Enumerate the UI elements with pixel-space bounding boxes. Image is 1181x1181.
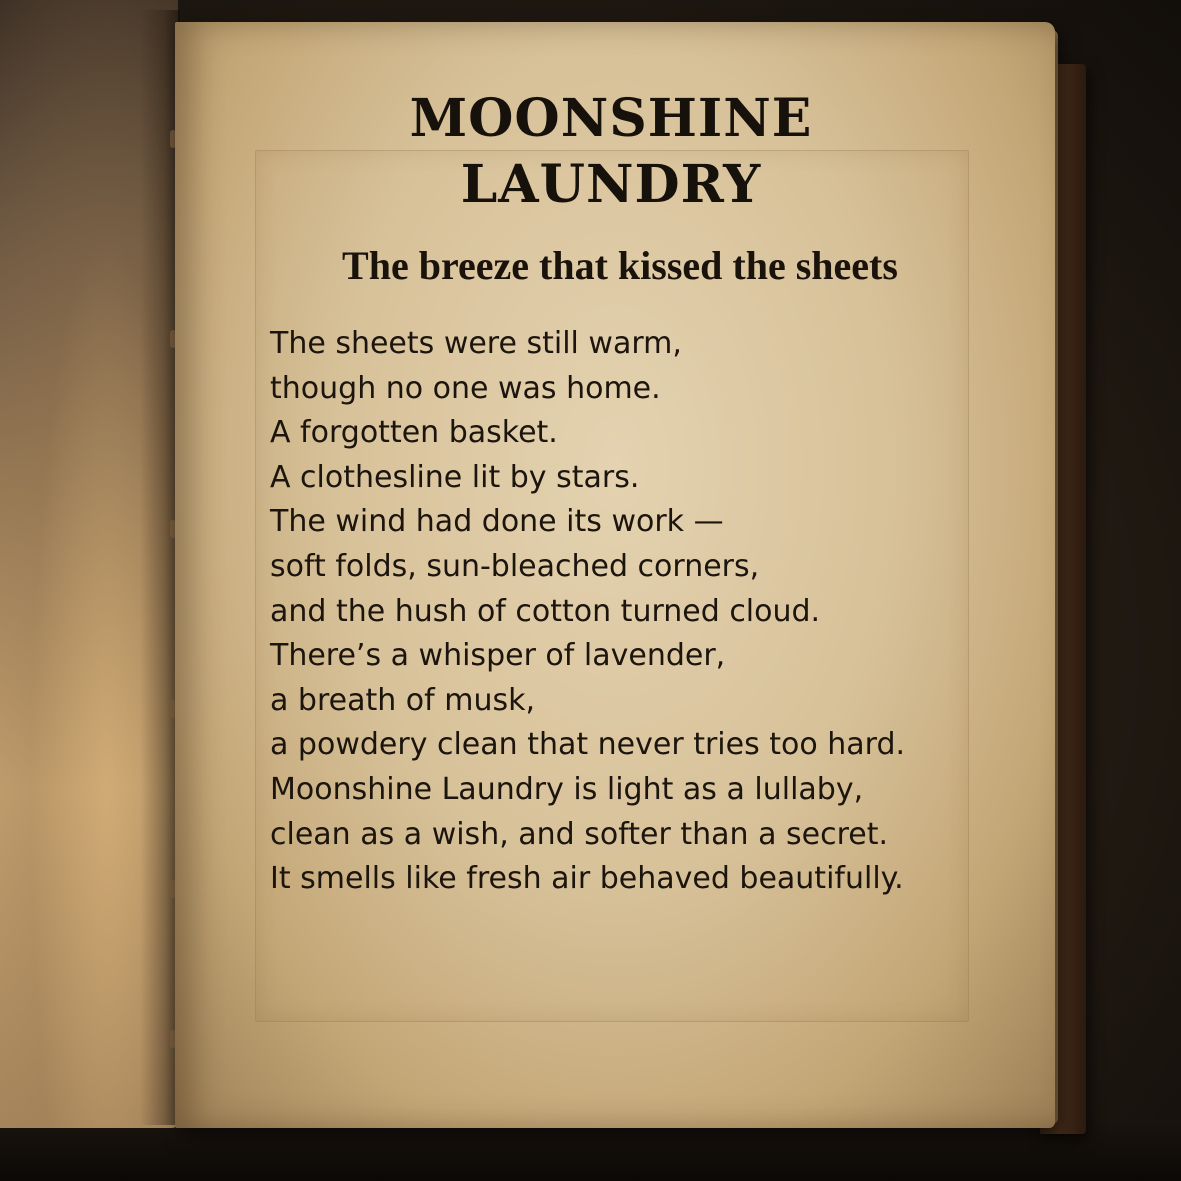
poem-subtitle: The breeze that kissed the sheets (342, 243, 898, 288)
poem-line: and the hush of cotton turned cloud. (270, 593, 821, 629)
poem-line: a breath of musk, (270, 682, 536, 718)
poem-line: soft folds, sun-bleached corners, (270, 548, 760, 584)
poem-line: It smells like fresh air behaved beautifully. (270, 861, 904, 897)
poem-line: A forgotten basket. (270, 415, 558, 451)
table-surface (0, 1120, 1181, 1181)
title-line: MOONSHINE (409, 88, 813, 149)
poem-line: a powdery clean that never tries too hard. (270, 727, 906, 763)
title-line: LAUNDRY (460, 154, 762, 215)
poem-line: clean as a wish, and softer than a secret. (270, 816, 889, 852)
poem-body (270, 322, 960, 902)
poem-line: The wind had done its work — (270, 504, 724, 540)
poem-line: A clothesline lit by stars. (270, 459, 640, 495)
poem-line: though no one was home. (270, 370, 661, 406)
poem-line: The sheets were still warm, (270, 326, 682, 361)
poem-line: Moonshine Laundry is light as a lullaby, (270, 771, 864, 807)
poem-line: There’s a whisper of lavender, (270, 638, 726, 674)
book-gutter (140, 10, 180, 1125)
poem-title (255, 86, 967, 218)
